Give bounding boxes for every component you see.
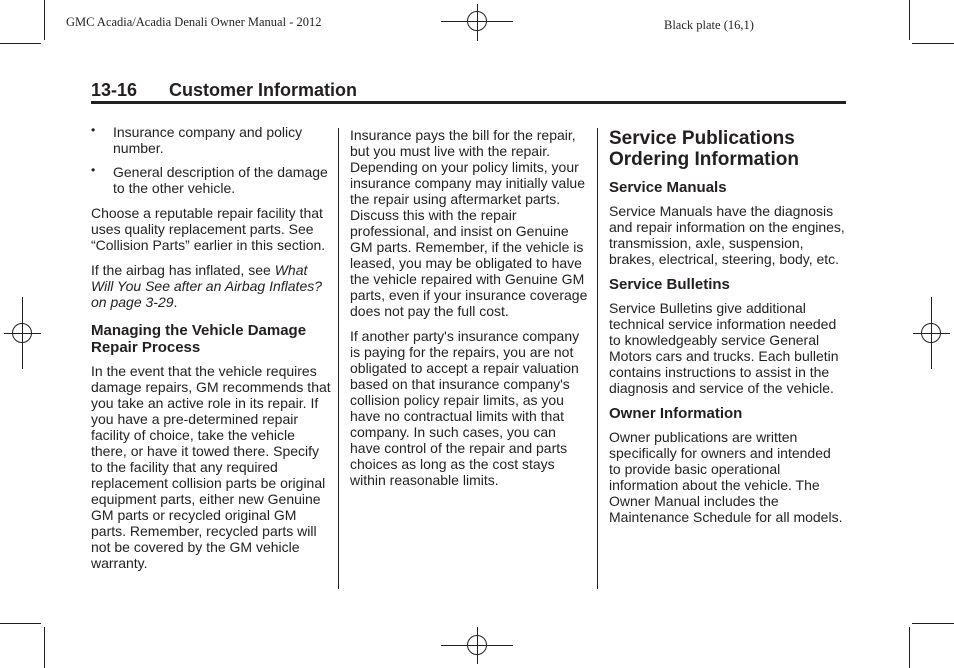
registration-mark-top <box>441 0 513 45</box>
paragraph: Choose a reputable repair facility that uses quality replacement parts. See “Collision Parts” earlier in this section. <box>91 205 326 253</box>
subheading: Owner Information <box>609 405 743 422</box>
registration-mark-bottom <box>441 627 513 668</box>
page-heading <box>91 80 357 101</box>
crop-mark <box>912 43 954 44</box>
cross-reference-link: What Will You See after an Airbag Inflates? on page 3-29 <box>91 262 323 310</box>
crop-mark <box>0 43 41 44</box>
paragraph: If another party's insurance company is paying for the repairs, you are not obligated to accept a repair valuation based on that insurance company's collision policy repair limits, as you have no contractual limits with that company. In such cases, you can have control of the repair and parts choices as long as the cost stays within reasonable limits. <box>350 328 580 488</box>
paragraph: In the event that the vehicle requires damage repairs, GM recommends that you take an active role in its repair. If you have a pre-determined repair facility of choice, take the vehicle there, or have it towed there. Specify to the facility that any required replacement collision parts be original equipment parts, either new Genuine GM parts or recycled original GM parts. Remember, recycled parts will not be covered by the GM vehicle warranty. <box>91 363 331 571</box>
running-header-title: GMC Acadia/Acadia Denali Owner Manual - 2012 <box>66 15 322 29</box>
column-divider <box>338 128 339 589</box>
subheading: Managing the Vehicle Damage Repair Process <box>91 322 307 356</box>
crop-mark <box>44 0 45 40</box>
crop-mark <box>909 0 910 40</box>
paragraph: Insurance pays the bill for the repair, but you must live with the repair. Depending on your policy limits, your insurance company may initially value the repair using aftermarket parts. Discuss this with the repair professional, and insist on Genuine GM parts. Remember, if the vehicle is leased, you may be obligated to have the vehicle repaired with Genuine GM parts, even if your insurance coverage does not pay the full cost. <box>350 127 588 319</box>
subheading: Service Manuals <box>609 179 727 196</box>
column-divider <box>597 128 598 589</box>
crop-mark <box>44 627 45 668</box>
crop-mark <box>912 623 954 624</box>
section-heading: Service Publications Ordering Information <box>609 128 799 170</box>
paragraph: Service Bulletins give additional technical service information needed to knowledgeably service General Motors cars and trucks. Each bulletin contains instructions to assist in the diagnosis and service of the vehicle. <box>609 300 839 396</box>
paragraph: If the airbag has inflated, see What Will You See after an Airbag Inflates? on page 3-29. <box>91 262 323 310</box>
list-item: • General description of the damage to the other vehicle. <box>91 163 328 196</box>
column-2 <box>350 127 590 497</box>
page-number: 13-16 <box>91 80 138 100</box>
section-title: Customer Information <box>169 80 358 100</box>
paragraph: Service Manuals have the diagnosis and repair information on the engines, transmission, axle, suspension, brakes, electrical, steering, body, etc. <box>609 203 845 267</box>
registration-mark-left <box>0 297 45 369</box>
registration-mark-right <box>909 297 954 369</box>
list-item: • Insurance company and policy number. <box>91 123 303 156</box>
column-1 <box>91 124 331 580</box>
paragraph: Owner publications are written specifically for owners and intended to provide basic operational information about the vehicle. The Owner Manual includes the Maintenance Schedule for all models. <box>609 429 843 525</box>
header-rule <box>91 101 846 104</box>
running-header-plate: Black plate (16,1) <box>664 18 754 32</box>
crop-mark <box>909 627 910 668</box>
column-3 <box>609 128 846 534</box>
crop-mark <box>0 623 41 624</box>
subheading: Service Bulletins <box>609 276 730 293</box>
